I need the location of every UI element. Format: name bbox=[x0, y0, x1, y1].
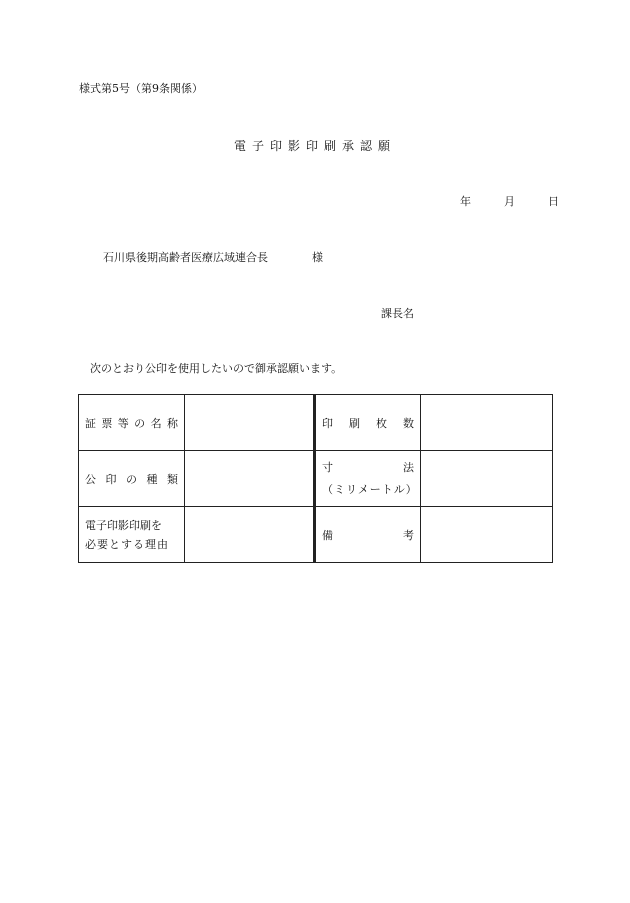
addressee bbox=[103, 249, 323, 265]
dimension-label-left: 寸 bbox=[322, 460, 333, 474]
dimension-label bbox=[322, 457, 418, 501]
dimension-unit: （ミリメートル） bbox=[322, 482, 418, 496]
label-char: の bbox=[134, 416, 146, 430]
date-line bbox=[460, 193, 559, 209]
request-text: 次のとおり公印を使用したいので御承認願います。 bbox=[90, 362, 343, 375]
certificate-name-field[interactable] bbox=[185, 395, 315, 451]
sender-name-label: 課長名 bbox=[381, 307, 414, 320]
table-row bbox=[79, 395, 553, 451]
remarks-label bbox=[322, 527, 414, 543]
addressee-honorific: 様 bbox=[312, 251, 323, 264]
dimension-label-right: 法 bbox=[403, 460, 414, 474]
certificate-name-label bbox=[85, 415, 178, 431]
seal-type-label bbox=[85, 471, 178, 487]
reason-label-cell bbox=[79, 507, 185, 563]
form-number: 様式第5号（第9条関係） bbox=[79, 82, 203, 95]
label-char: の bbox=[126, 472, 137, 486]
label-char: 類 bbox=[167, 472, 178, 486]
label-char: 枚 bbox=[376, 416, 387, 430]
certificate-name-label-cell bbox=[79, 395, 185, 451]
addressee-name: 石川県後期高齢者医療広域連合長 bbox=[103, 251, 268, 264]
label-char: 刷 bbox=[349, 416, 360, 430]
label-char: 種 bbox=[146, 472, 158, 486]
dimension-label-cell bbox=[315, 451, 421, 507]
print-count-label bbox=[322, 415, 414, 431]
label-char: 名 bbox=[150, 416, 162, 430]
label-char: 証 bbox=[85, 416, 96, 430]
table-row bbox=[79, 507, 553, 563]
remarks-field[interactable] bbox=[421, 507, 553, 563]
remarks-label-right: 考 bbox=[403, 528, 414, 542]
seal-type-label-cell bbox=[79, 451, 185, 507]
dimension-field[interactable] bbox=[421, 451, 553, 507]
date-day-label: 日 bbox=[548, 195, 559, 208]
date-month-label: 月 bbox=[504, 195, 515, 208]
document-title: 電子印影印刷承認願 bbox=[233, 139, 396, 153]
seal-type-field[interactable] bbox=[185, 451, 315, 507]
label-char: 印 bbox=[105, 472, 117, 486]
table-row bbox=[79, 451, 553, 507]
reason-field[interactable] bbox=[185, 507, 315, 563]
date-year-label: 年 bbox=[460, 195, 471, 208]
label-char: 票 bbox=[101, 416, 113, 430]
label-char: 等 bbox=[117, 416, 129, 430]
remarks-label-cell bbox=[315, 507, 421, 563]
label-char: 数 bbox=[403, 416, 414, 430]
application-table bbox=[78, 394, 553, 563]
label-char: 公 bbox=[85, 472, 96, 486]
reason-label-line2: 必要とする理由 bbox=[85, 537, 169, 551]
print-count-label-cell bbox=[315, 395, 421, 451]
remarks-label-left: 備 bbox=[322, 528, 333, 542]
label-char: 印 bbox=[322, 416, 333, 430]
label-char: 称 bbox=[166, 416, 178, 430]
reason-label-line1: 電子印影印刷を bbox=[85, 518, 162, 532]
print-count-field[interactable] bbox=[421, 395, 553, 451]
